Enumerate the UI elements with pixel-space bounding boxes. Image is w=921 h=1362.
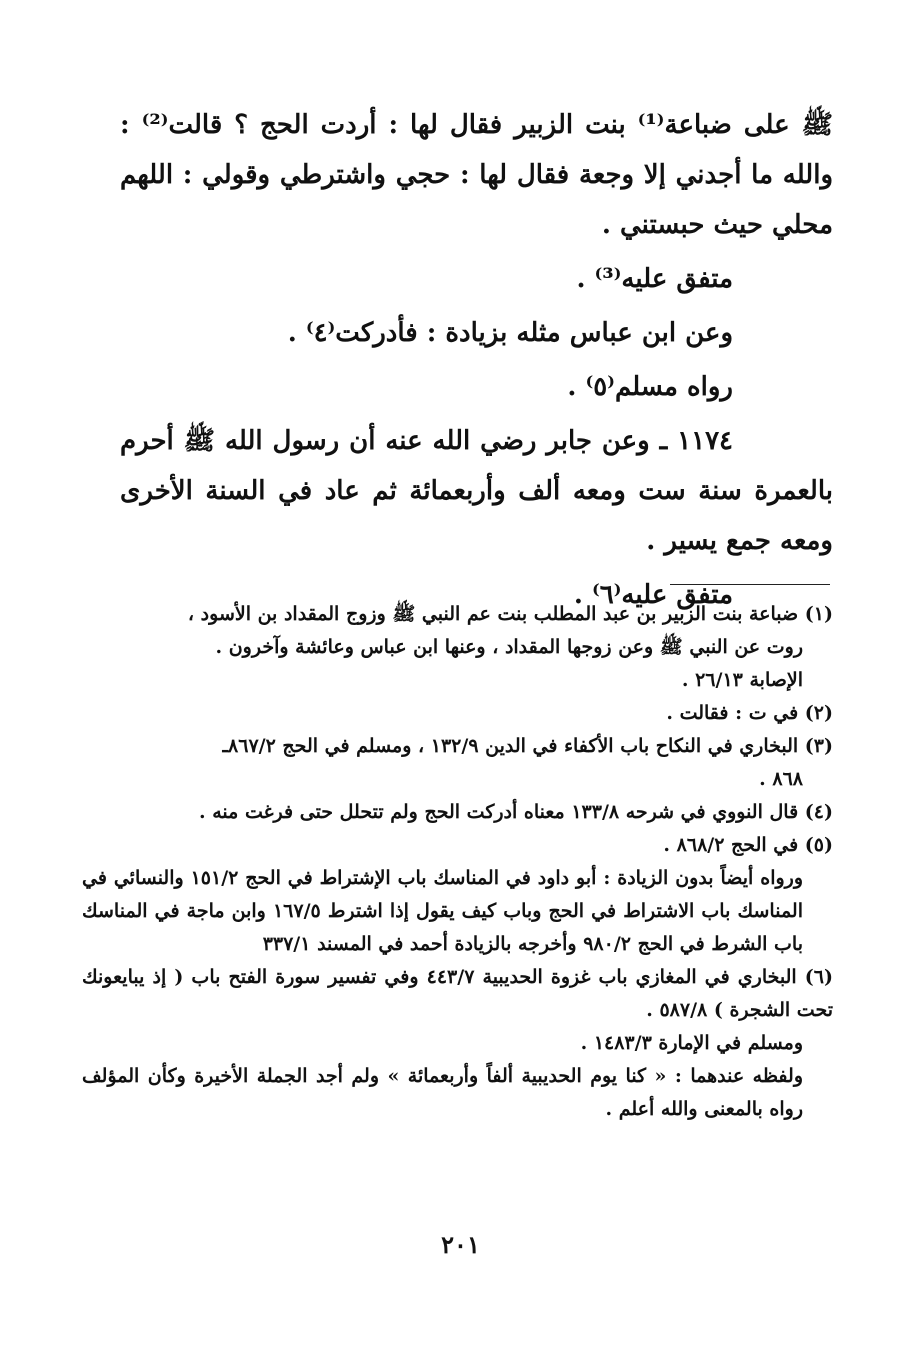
paragraph-5: ١١٧٤ ـ وعن جابر رضي الله عنه أن رسول الله ﷺ أحرم بالعمرة سنة ست ومعه ألف وأربعمائة ثم عاد في السنة الأخرى ومعه جمع يسير . xyxy=(120,426,833,556)
paragraph-1: ﷺ على ضباعة⁽¹⁾ بنت الزبير فقال لها : أردت الحج ؟ قالت⁽²⁾ : والله ما أجدني إلا وجعة فقال لها : حجي واشترطي وقولي : اللهم محلي حيث حبستني . xyxy=(120,110,833,240)
page-number: ٢٠١ xyxy=(441,1230,480,1259)
footnote-1-ref: الإصابة ٢٦/١٣ . xyxy=(681,669,803,691)
footnote-6: (٦) البخاري في المغازي باب غزوة الحديبية ٤٤٣/٧ وفي تفسير سورة الفتح باب ( إذ يبايعونك تحت الشجرة ) ٥٨٧/٨ . xyxy=(82,966,833,1021)
footnote-6-note: ولفظه عندهما : « كنا يوم الحديبية ألفاً وأربعمائة » ولم أجد الجملة الأخيرة وكأن المؤلف رواه بالمعنى والله أعلم . xyxy=(82,1065,803,1120)
paragraph-3: وعن ابن عباس مثله بزيادة : فأدركت⁽٤⁾ . xyxy=(287,318,733,348)
footnote-5: (٥) في الحج ٨٦٨/٢ . xyxy=(663,834,833,856)
footnote-3-cont: ٨٦٨ . xyxy=(759,768,803,790)
paragraph-6: متفق عليه⁽٦⁾ . xyxy=(573,580,733,610)
footnote-1-cont: روت عن النبي ﷺ وعن زوجها المقداد ، وعنها ابن عباس وعائشة وآخرون . xyxy=(215,636,803,658)
footnote-6-cont: ومسلم في الإمارة ١٤٨٣/٣ . xyxy=(580,1032,803,1054)
footnote-3: (٣) البخاري في النكاح باب الأكفاء في الدين ١٣٢/٩ ، ومسلم في الحج ٨٦٧/٢ـ xyxy=(222,735,833,757)
footnote-1: (١) ضباعة بنت الزبير بن عبد المطلب بنت عم النبي ﷺ وزوج المقداد بن الأسود ، xyxy=(187,603,833,625)
footnotes xyxy=(82,598,833,1126)
footnote-separator xyxy=(670,584,830,585)
main-text xyxy=(120,100,833,620)
paragraph-4: رواه مسلم⁽٥⁾ . xyxy=(567,372,733,402)
paragraph-2: متفق عليه⁽³⁾ . xyxy=(576,264,733,294)
footnote-2: (٢) في ت : فقالت . xyxy=(666,702,833,724)
footnote-4: (٤) قال النووي في شرحه ١٣٣/٨ معناه أدركت الحج ولم تتحلل حتى فرغت منه . xyxy=(199,801,833,823)
footnote-5-cont: ورواه أيضاً بدون الزيادة : أبو داود في المناسك باب الإشتراط في الحج ١٥١/٢ والنسائي في المناسك باب الاشتراط في الحج وباب كيف يقول إذا اشترط ١٦٧/٥ وابن ماجة في المناسك باب الشرط في الحج ٩٨٠/٢ وأخرجه بالزيادة أحمد في المسند ٣٣٧/١ xyxy=(82,867,804,955)
